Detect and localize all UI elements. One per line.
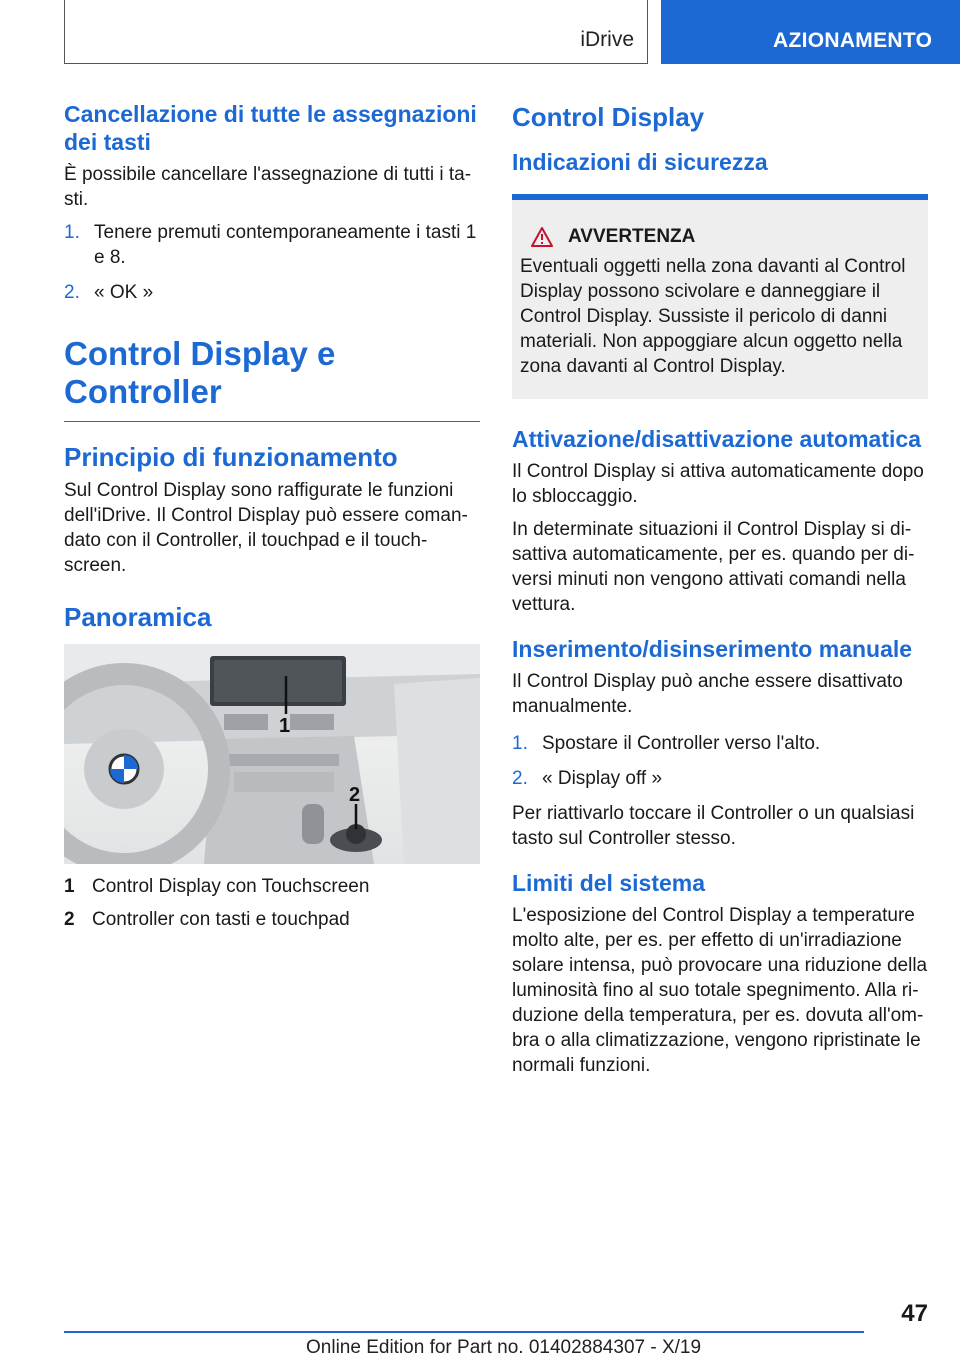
chapter-title: Control Display e Controller <box>64 335 480 422</box>
auto-text-2: In determinate situazioni il Control Display si di-sattiva automaticamente, per es. quando per di-versi minuti non vengono attivati comandi nella vettura. <box>512 519 915 615</box>
manual-heading: Inserimento/disinserimento manuale <box>512 636 913 662</box>
page-number: 47 <box>901 1300 928 1327</box>
list-item: 2. « Display off » <box>512 768 663 789</box>
list-item: 2. « OK » <box>64 282 154 303</box>
header-section-title: iDrive <box>580 28 634 51</box>
auto-text-1: Il Control Display si attiva automaticamente dopo lo sbloccaggio. <box>512 461 924 507</box>
control-display-heading: Control Display <box>512 102 705 132</box>
callout-1: 1 <box>279 715 291 737</box>
clear-assignments-text: È possibile cancellare l'assegnazione di tutti i ta-sti. <box>64 164 472 210</box>
manual-steps-list <box>512 731 928 791</box>
cockpit-drawing <box>64 644 480 864</box>
warning-title: AVVERTENZA <box>520 226 920 248</box>
warning-triangle-icon <box>530 226 554 248</box>
footer-edition: Online Edition for Part no. 01402884307 - X/19 <box>306 1337 702 1358</box>
auto-heading: Attivazione/disattivazione automatica <box>512 426 921 452</box>
left-column <box>64 100 480 940</box>
cockpit-illustration <box>64 644 480 864</box>
overview-heading: Panoramica <box>64 602 212 632</box>
header-chapter-tab: AZIONAMENTO <box>661 0 960 64</box>
principle-heading: Principio di funzionamento <box>64 442 398 472</box>
limits-text: L'esposizione del Control Display a temperature molto alte, per es. per effetto di un'irradiazione solare intensa, può provocare una riduzione della luminosità fino al suo totale spegnimento. Alla ri-duzione della temperatura, per es. dovuta all'om-bra o alla climatizzazione, vengono ripristinate le normali funzioni. <box>512 905 928 1076</box>
footer-rule <box>64 1331 864 1333</box>
legend-item: 2 Controller con tasti e touchpad <box>64 909 350 930</box>
safety-heading: Indicazioni di sicurezza <box>512 149 768 175</box>
warning-box <box>512 200 928 399</box>
right-column <box>512 100 928 1078</box>
figure-legend <box>64 874 480 932</box>
principle-text: Sul Control Display sono raffigurate le funzioni dell'iDrive. Il Control Display può essere coman-dato con il Controller, il touchpad e il touch-screen. <box>64 480 468 576</box>
list-item: 1. Tenere premuti contemporaneamente i tasti 1 e 8. <box>64 222 477 268</box>
header-frame <box>64 0 648 64</box>
callout-2: 2 <box>349 784 361 806</box>
manual-after-text: Per riattivarlo toccare il Controller o un qualsiasi tasto sul Controller stesso. <box>512 803 915 849</box>
warning-text: Eventuali oggetti nella zona davanti al Control Display possono scivolare e danneggiare il Control Display. Sussiste il pericolo di danni materiali. Non appoggiare alcun oggetto nella zona davanti al Control Display. <box>520 256 906 377</box>
limits-heading: Limiti del sistema <box>512 870 706 896</box>
clear-assignments-heading: Cancellazione di tutte le assegnazioni dei tasti <box>64 101 477 155</box>
manual-text: Il Control Display può anche essere disattivato manualmente. <box>512 671 903 717</box>
legend-item: 1 Control Display con Touchscreen <box>64 876 370 897</box>
list-item: 1. Spostare il Controller verso l'alto. <box>512 733 821 754</box>
clear-steps-list <box>64 220 480 305</box>
